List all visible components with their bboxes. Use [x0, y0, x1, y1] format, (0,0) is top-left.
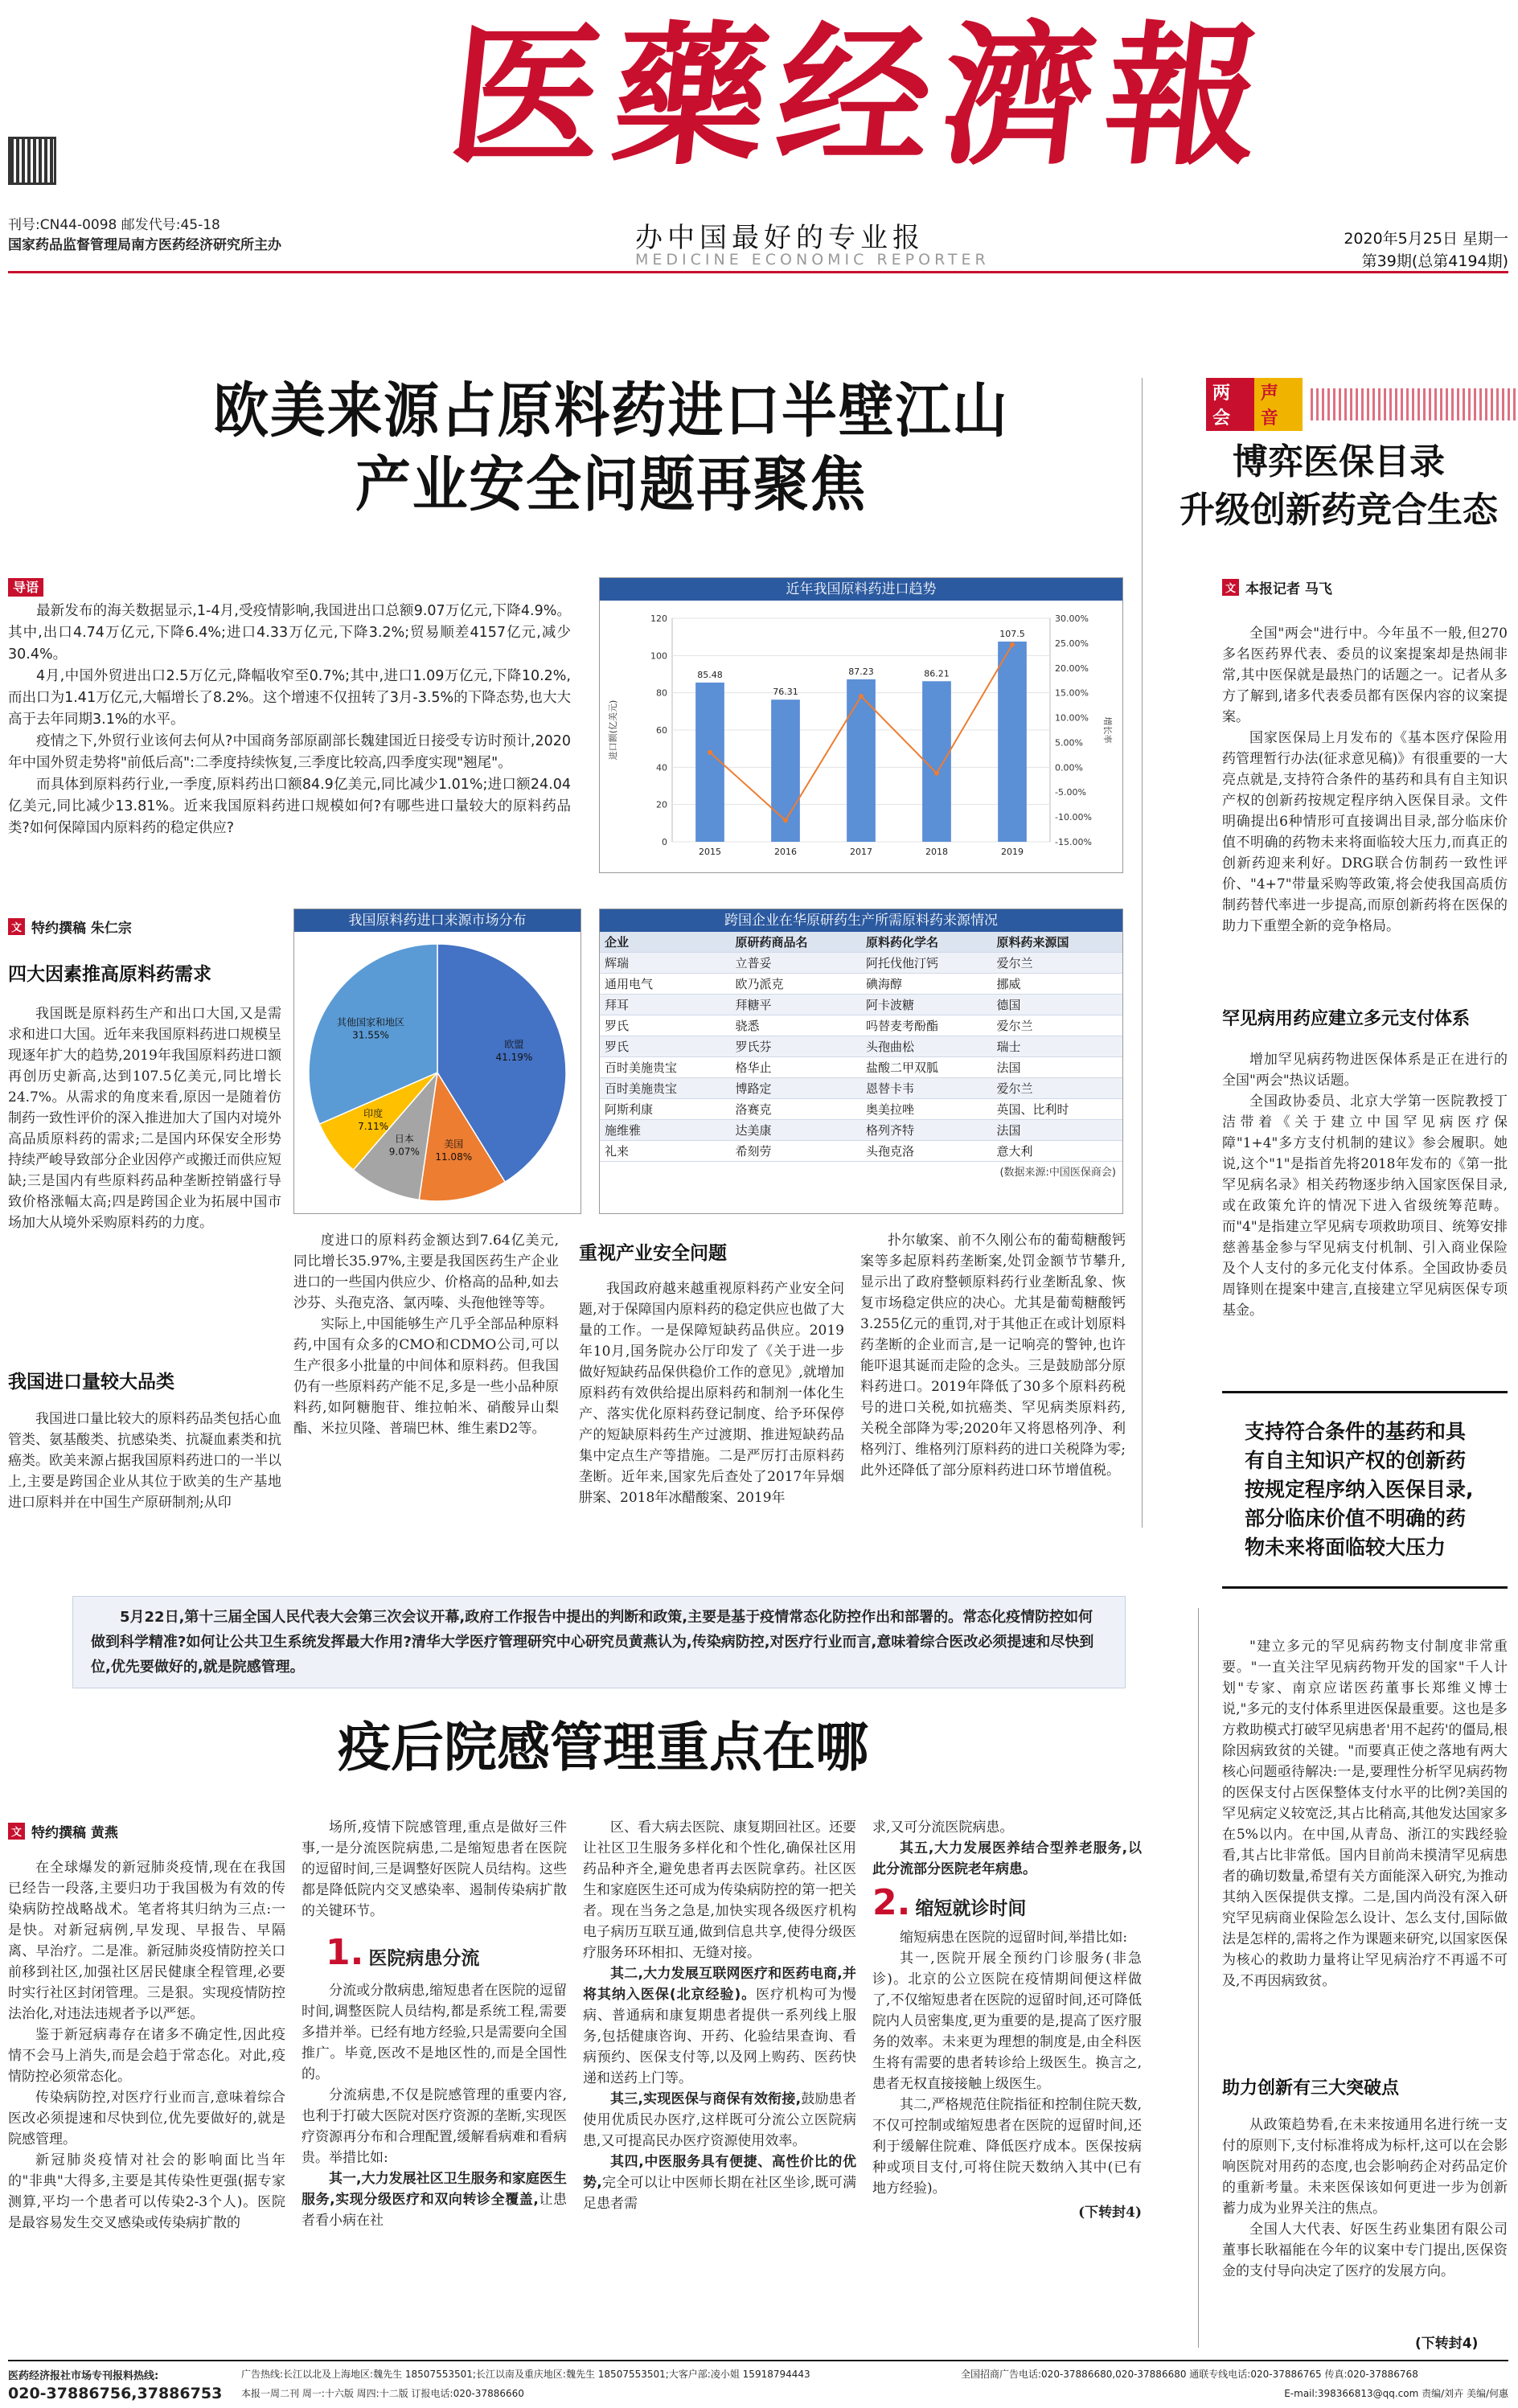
table-header-row [600, 932, 1122, 953]
body-paragraph: "建立多元的罕见病药物支付制度非常重要。"一直关注罕见病药物开发的国家"千人计划"专家、南京应诺医药董事长郑维义博士说,"多元的支付体系里进医保最重要。这也是多方救助模式打破罕见病患者'用不起药'的僵局,根除因病致贫的关键。"而要真正使之落地有两大核心问题亟待解决:一是,要理性分析罕见病药物的医保支付占医保整体支付水平的比例?美国的罕见病定义较宽泛,其占比稍高,其他发达国家多在5%以内。在中国,从青岛、浙江的实践经验看,其占比非常低。国内目前尚未摸清罕见病患者的确切数量,希望有关方面能深入研究,为推动其纳入医保提供支撑。二是,国内尚没有深入研究罕见病商业保险怎么设计、怎么支付,国际做法是怎样的,需将之作为课题来研究,以国家医保为核心的救助力量将让罕见病治疗不再遥不可及,不再因病致贫。 [1222, 1639, 1508, 1989]
bottom-s1-num: 1. [326, 1932, 364, 1973]
y2-tick-label: -5.00% [1055, 787, 1086, 798]
lead-headline [48, 374, 1174, 522]
serial-number: 刊号:CN44-0098 邮发代号:45-18 [8, 217, 220, 233]
pull-quote-text: 支持符合条件的基药和具有自主知识产权的创新药按规定程序纳入医保目录,部分临床价值不明确的药物未来将面临较大压力 [1245, 1420, 1474, 1559]
side-body4 [1222, 2115, 1508, 2282]
intro-paragraphs [8, 601, 571, 839]
lead-intro [8, 577, 571, 839]
side-sec2-title: 助力创新有三大突破点 [1222, 2078, 1400, 2098]
table-cell: 企业 [600, 932, 731, 953]
table-cell: 格华止 [731, 1057, 862, 1078]
y2-tick-label: 10.00% [1055, 712, 1089, 724]
bottom-headline: 疫后院感管理重点在哪 [338, 1717, 868, 1778]
body-paragraph: 分流病患,不仅是院感管理的重要内容,也利于打破大医院对医疗资源的垄断,实现医疗资源再分布和合理配置,缓解看病难和看病贵。举措比如: [302, 2087, 567, 2166]
table-cell: 原研药商品名 [731, 932, 862, 953]
lead-sec1-title: 四大因素推高原料药需求 [8, 964, 211, 985]
body-paragraph: 实际上,中国能够生产几乎全部品种原料药,中国有众多的CMO和CDMO公司,可以生产很多小批量的中间体和原料药。但我国仍有一些原料药产能不足,多是一些小品种原料药,如阿糖胞苷、维拉帕米、硝酸异山梨酯、米拉贝隆、普瑞巴林、维生素D2等。 [293, 1316, 559, 1437]
bottom-col3-para3: 其三,实现医保与商保有效衔接,鼓励患者使用优质民办医疗,这样既可分流公立医院病患,又可提高民办医疗资源使用效率。 [583, 2091, 856, 2149]
x-tick-label: 2016 [774, 847, 797, 857]
table-cell: 罗氏 [600, 1036, 731, 1057]
table-cell: 阿托伐他汀钙 [861, 953, 992, 974]
body-paragraph: 传染病防控,对医疗行业而言,意味着综合医改必须提速和尽快到位,优先要做好的,就是院感管理。 [8, 2090, 285, 2148]
bottom-col3-para2: 其二,大力发展互联网医疗和医药电商,并将其纳入医保(北京经验)。医疗机构可为慢病、普通病和康复期患者提供一系列线上服务,包括健康咨询、开药、化验结果查询、看病预约、医保支付等,以及网上购药、医药快递和送药上门等。 [583, 1966, 856, 2086]
y-tick-label: 80 [656, 687, 667, 699]
bar-value-label: 86.21 [924, 668, 950, 679]
body-paragraph: 其一,医院开展全预约门诊服务(非急诊)。北京的公立医院在疫情期间便这样做了,不仅缩短患者在医院的逗留时间,还可降低院内人员密集度,更为重要的是,提高了医疗服务的效率。未来更为理想的制度是,由全科医生将有需要的患者转诊给上级医生。换言之,患者无权直接接触上级医生。 [872, 1951, 1142, 2092]
side-body3 [1222, 1636, 1508, 1992]
body-paragraph: 全国政协委员、北京大学第一医院教授丁洁带着《关于建立中国罕见病医疗保障"1+4"多方支付机制的建议》参会履职。她说,这个"1"是指首先将2018年发布的《第一批罕见病名录》相关药物逐步纳入国家医保目录,或在政策允许的情况下进入省级统筹范畴。而"4"是指建立罕见病专项救助项目、统筹安排慈善基金参与罕见病支付机制、引入商业保险及个人支付的多元化支付体系。全国政协委员周锋则在提案中建言,直接建立罕见病医保专项基金。 [1222, 1093, 1508, 1319]
bar [922, 681, 951, 842]
trend-chart-plot [600, 601, 1122, 872]
bottom-col2-bold-para: 其一,大力发展社区卫生服务和家庭医生服务,实现分级医疗和双向转诊全覆盖,让患者看小病在社 [302, 2171, 567, 2229]
bottom-s2-title: 缩短就诊时间 [915, 1898, 1027, 1919]
side-body1 [1222, 623, 1508, 937]
y2-axis-label: 增长率 [1102, 716, 1113, 744]
table-cell: 罗氏芬 [731, 1036, 862, 1057]
table-cell: 瑞士 [992, 1036, 1123, 1057]
x-tick-label: 2019 [1001, 847, 1024, 857]
lead-headline-line2: 产业安全问题再聚焦 [355, 450, 868, 519]
bottom-byline [8, 1821, 118, 1841]
pie-slice-value: 9.07% [388, 1146, 420, 1158]
table-row [600, 1099, 1122, 1120]
y-tick-label: 20 [656, 799, 667, 810]
side-byline [1222, 577, 1332, 597]
growth-rate-point [783, 818, 788, 822]
side-tag-2: 声音 [1254, 378, 1303, 431]
body-paragraph: 我国进口量比较大的原料药品类包括心血管类、氨基酸类、抗感染类、抗凝血素类和抗癌类。欧美来源占据我国原料药进口的一半以上,主要是跨国企业从其位于欧美的生产基地进口原料并在中国生产原研制剂;从印 [8, 1411, 281, 1511]
footer-schedule: 本报一周二刊 周一:十六版 周四:十二版 订报电话:020-37886660 [241, 2388, 524, 2399]
sources-table-source: (数据来源:中国医保商会) [999, 1167, 1116, 1179]
table-row [600, 1015, 1122, 1036]
table-cell: 碘海醇 [861, 974, 992, 995]
body-paragraph: 从政策趋势看,在未来按通用名进行统一支付的原则下,支付标准将成为标杆,这可以在会影响医院对用药的态度,也会影响药企对药品定价的重新考量。未来医保该如何更进一步为创新蓄力成为业界关注的焦点。 [1222, 2117, 1508, 2217]
growth-rate-point [1010, 642, 1015, 647]
issue-date: 2020年5月25日 星期一 [1344, 230, 1508, 248]
table-cell: 达美康 [731, 1120, 862, 1141]
sources-table [599, 909, 1123, 1214]
intro-paragraph: 而具体到原料药行业,一季度,原料药出口额84.9亿美元,同比减少1.01%;进口额24.04亿美元,同比减少13.81%。近来我国原料药进口规模如何?有哪些进口量较大的原料药品类?如何保障国内原料药的稳定供应? [8, 777, 571, 836]
table-cell: 百时美施贵宝 [600, 1078, 731, 1099]
masthead [0, 0, 1518, 354]
intro-paragraph: 4月,中国外贸进出口2.5万亿元,降幅收窄至0.7%;其中,进口1.09万亿元,下降10.2%,而出口为1.41万亿元,大幅增长了8.2%。这个增速不仅扭转了3月-3.5%的下降态势,也大大高于去年同期3.1%的水平。 [8, 668, 571, 728]
footer-contacts: 全国招商广告电话:020-37886680,020-37886680 通联专线电话:020-37886765 传真:020-37886768 [961, 2369, 1418, 2380]
table-cell: 博路定 [731, 1078, 862, 1099]
y-tick-label: 0 [662, 837, 667, 847]
bottom-s1-title: 医院病患分流 [368, 1948, 480, 1969]
y2-tick-label: -10.00% [1055, 812, 1092, 823]
body-paragraph: 全国人大代表、好医生药业集团有限公司董事长耿福能在今年的议案中专门提出,医保资金的支付导向决定了医疗的发展方向。 [1222, 2221, 1508, 2279]
lead-sec1-body [8, 1003, 281, 1233]
table-cell: 立普妥 [731, 953, 862, 974]
separator [1198, 1608, 1199, 2348]
pie-slice-value: 11.08% [435, 1151, 473, 1163]
masthead-slogan: 办中国最好的专业报 [635, 222, 925, 254]
table-cell: 阿卡波糖 [861, 995, 992, 1015]
body-paragraph: 增加罕见病药物进医保体系是正在进行的全国"两会"热议话题。 [1222, 1052, 1508, 1089]
table-cell: 拜糖平 [731, 995, 862, 1015]
table-cell: 爱尔兰 [992, 1015, 1123, 1036]
table-cell: 恩替卡韦 [861, 1078, 992, 1099]
x-tick-label: 2015 [699, 847, 721, 857]
y2-tick-label: 30.00% [1055, 613, 1089, 624]
qr-code-icon [8, 137, 56, 185]
side-byline-text: 本报记者 马飞 [1245, 581, 1332, 597]
trend-chart-title: 近年我国原料药进口趋势 [600, 578, 1122, 601]
side-continued: (下转封4) [1415, 2336, 1479, 2352]
footer [8, 2365, 1508, 2406]
banner-text: 5月22日,第十三届全国人民代表大会第三次会议开幕,政府工作报告中提出的判断和政策,主要是基于疫情常态化防控作出和部署的。常态化疫情防控如何做到科学精准?如何让公共卫生系统发挥最大作用?清华大学医疗管理研究中心研究员黄燕认为,传染病防控,对医疗行业而言,意味着综合医改必须提速和尽快到位,优先要做好的,就是院感管理。 [91, 1609, 1094, 1676]
x-tick-label: 2017 [850, 847, 872, 857]
masthead-rule [8, 271, 1508, 273]
y2-tick-label: -15.00% [1055, 837, 1092, 847]
table-cell: 盐酸二甲双胍 [861, 1057, 992, 1078]
lead-sec3-title: 重视产业安全问题 [579, 1243, 727, 1264]
bar [998, 642, 1027, 842]
pie-chart-plot [294, 932, 581, 1213]
table-row [600, 1141, 1122, 1162]
bottom-col2 [302, 1817, 567, 2231]
y2-tick-label: 25.00% [1055, 638, 1089, 649]
lead-col2-body [293, 1230, 559, 1439]
y2-tick-label: 15.00% [1055, 687, 1089, 699]
body-paragraph: 度进口的原料药金额达到7.64亿美元,同比增长35.97%,主要是我国医药生产企业进口的一些国内供应少、价格高的品种,如去沙芬、头孢克洛、氯丙嗪、头孢他锉等等。 [293, 1233, 559, 1311]
body-paragraph: 区、看大病去医院、康复期回社区。还要让社区卫生服务多样化和个性化,确保社区用药品种齐全,避免患者再去医院拿药。社区医生和家庭医生还可成为传染病防控的第一把关者。现在当务之急是,加快实现各级医疗机构电子病历互联互通,做到信息共享,使得分级医疗服务环环相扣、无缝对接。 [583, 1819, 856, 1961]
table-cell: 欧乃派克 [731, 974, 862, 995]
table-row [600, 1078, 1122, 1099]
table-cell: 罗氏 [600, 1015, 731, 1036]
bar-value-label: 85.48 [697, 669, 723, 680]
bottom-s2-num: 2. [872, 1882, 911, 1923]
table-row [600, 1036, 1122, 1057]
side-tag [1206, 378, 1518, 431]
table-cell: 英国、比利时 [992, 1099, 1123, 1120]
trend-chart [599, 577, 1123, 873]
footer-hotline: 020-37886756,37886753 [8, 2385, 223, 2402]
side-headline [1166, 438, 1512, 535]
table-cell: 礼来 [600, 1141, 731, 1162]
table-cell: 爱尔兰 [992, 1078, 1123, 1099]
masthead-slogan-en: MEDICINE ECONOMIC REPORTER [635, 251, 990, 269]
banner [72, 1596, 1126, 1688]
table-cell: 希刻劳 [731, 1141, 862, 1162]
table-cell: 骁悉 [731, 1015, 862, 1036]
body-paragraph: 缩短病患在医院的逗留时间,举措比如: [900, 1930, 1128, 1946]
y-tick-label: 60 [656, 725, 667, 736]
table-row [600, 974, 1122, 995]
footer-rule [8, 2360, 1508, 2361]
table-row [600, 953, 1122, 974]
table-cell: 爱尔兰 [992, 953, 1123, 974]
intro-paragraph: 疫情之下,外贸行业该何去何从?中国商务部原副部长魏建国近日接受专访时预计,2020年中国外贸走势将"前低后高":二季度持续恢复,三季度比较高,四季度实现"翘尾"。 [8, 733, 571, 771]
bar-value-label: 76.31 [773, 687, 798, 698]
table-cell: 拜耳 [600, 995, 731, 1015]
lead-byline-text: 特约撰稿 朱仁宗 [31, 921, 132, 937]
pie-chart-title: 我国原料药进口来源市场分布 [294, 909, 581, 932]
bottom-col4-lead: 求,又可分流医院病患。 [872, 1819, 1014, 1836]
table-cell: 头孢克洛 [861, 1141, 992, 1162]
body-paragraph: 鉴于新冠病毒存在诸多不确定性,因此疫情不会马上消失,而是会趋于常态化。对此,疫情防控必须常态化。 [8, 2027, 285, 2085]
body-paragraph: 其二,严格规范住院指征和控制住院天数,不仅可控制或缩短患者在医院的逗留时间,还利于缓解住院难、降低医疗成本。医保按病种或项目支付,可将住院天数纳入其中(已有地方经验)。 [872, 2097, 1142, 2197]
growth-rate-point [859, 694, 864, 699]
y-tick-label: 100 [650, 650, 667, 662]
y-axis-label: 进口额(亿美元) [608, 699, 618, 761]
body-paragraph: 场所,疫情下院感管理,重点是做好三件事,一是分流医院病患,二是缩短患者在医院的逗留时间,三是调整好医院人员结构。这些都是降低院内交叉感染率、遏制传染病扩散的关键环节。 [302, 1819, 567, 1919]
side-sec1-title: 罕见病用药应建立多元支付体系 [1222, 1009, 1471, 1029]
y2-tick-label: 20.00% [1055, 663, 1089, 674]
table-row [600, 1120, 1122, 1141]
table-cell: 百时美施贵宝 [600, 1057, 731, 1078]
pie-slice-value: 31.55% [352, 1029, 389, 1041]
bar-value-label: 107.5 [999, 628, 1025, 639]
body-paragraph: 分流或分散病患,缩短患者在医院的逗留时间,调整医院人员结构,都是系统工程,需要多措并举。已经有地方经验,只是需要向全国推广。毕竟,医改不是地区性的,而是全国性的。 [302, 1983, 567, 2082]
bottom-col4 [872, 1817, 1142, 2223]
issue-number: 第39期(总第4194期) [1361, 252, 1508, 270]
lead-headline-line1: 欧美来源占原料药进口半壁江山 [213, 376, 1009, 445]
table-cell: 洛赛克 [731, 1099, 862, 1120]
sponsor: 国家药品监督管理局南方医药经济研究所主办 [8, 237, 281, 253]
growth-rate-point [934, 771, 939, 776]
table-cell: 辉瑞 [600, 953, 731, 974]
lead-sec2-title: 我国进口量较大品类 [8, 1372, 174, 1393]
footer-hotline-label: 医药经济报社市场专刊报料热线: [8, 2370, 159, 2382]
y-tick-label: 40 [656, 762, 667, 773]
intro-paragraph: 最新发布的海关数据显示,1-4月,受疫情影响,我国进出口总额9.07万亿元,下降4.9%。其中,出口4.74万亿元,下降6.4%;进口4.33万亿元,下降3.2%;贸易顺差4157亿元,减少30.4%。 [8, 603, 571, 663]
lead-col4-body [860, 1230, 1126, 1481]
table-cell: 法国 [992, 1057, 1123, 1078]
lead-col3-body [579, 1278, 844, 1508]
side-body2 [1222, 1049, 1508, 1321]
body-paragraph: 全国"两会"进行中。今年虽不一般,但270多名医药界代表、委员的议案提案却是热闹非常,其中医保就是最热门的话题之一。记者从多方了解到,诸多代表委员都有医保内容的议案提案。 [1222, 626, 1508, 725]
bottom-continued: (下转封4) [1078, 2205, 1142, 2221]
pie-slice-label: 印度 [363, 1107, 384, 1119]
table-cell: 原料药化学名 [861, 932, 992, 953]
body-paragraph: 新冠肺炎疫情对社会的影响面比当年的"非典"大得多,主要是其传染性更强(据专家测算,平均一个患者可以传染2-3个人)。医院是最容易发生交叉感染或传染病扩散的 [8, 2152, 285, 2231]
side-headline-2: 升级创新药竞合生态 [1180, 490, 1498, 531]
table-cell: 原料药来源国 [992, 932, 1123, 953]
table-cell: 阿斯利康 [600, 1099, 731, 1120]
y2-tick-label: 5.00% [1055, 737, 1083, 749]
bottom-col1 [8, 1857, 285, 2234]
masthead-logo: 医藥经濟報 [441, 6, 1280, 186]
table-cell: 吗替麦考酚酯 [861, 1015, 992, 1036]
table-row [600, 1057, 1122, 1078]
side-tag-1: 两会 [1206, 378, 1254, 431]
table-cell: 格列齐特 [861, 1120, 992, 1141]
table-cell: 挪威 [992, 974, 1123, 995]
table-cell: 意大利 [992, 1141, 1123, 1162]
table-cell: 法国 [992, 1120, 1123, 1141]
pie-slice-label: 其他国家和地区 [336, 1016, 405, 1028]
body-paragraph: 在全球爆发的新冠肺炎疫情,现在在我国已经告一段落,主要归功于我国极为有效的传染病防控战略战术。笔者将其归纳为三点:一是快。对新冠病例,早发现、早报告、早隔离、早治疗。二是准。新冠肺炎疫情防控关口前移到社区,加强社区居民健康全程管理,必要时实行社区封闭管理。三是狠。实现疫情防控法治化,对违法违规者予以严惩。 [8, 1860, 285, 2022]
sources-table-title: 跨国企业在华原研药生产所需原料药来源情况 [600, 909, 1122, 932]
lead-byline [8, 917, 132, 937]
table-cell: 头孢曲松 [861, 1036, 992, 1057]
bottom-col3-para4: 其四,中医服务具有便捷、高性价比的优势,完全可以让中医师长期在社区坐诊,既可满足患者需 [583, 2154, 856, 2212]
table-cell: 德国 [992, 995, 1123, 1015]
pie-slice-value: 7.11% [358, 1120, 389, 1132]
pie-slice-label: 日本 [394, 1133, 414, 1145]
body-paragraph: 国家医保局上月发布的《基本医疗保险用药管理暂行办法(征求意见稿)》有很重要的一大亮点就是,支持符合条件的基药和具有自主知识产权的创新药按规定程序纳入医保目录。文件明确提出6种情形可直接调出目录,部分临床价值不明确的药物未来将面临较大压力,而真正的创新药迎来利好。DRG联合仿制药一致性评价、"4+7"带量采购等政策,将会使我国高质仿制药替代率进一步提高,而原创新药将在医保的助力下重塑全新的竞争格局。 [1222, 730, 1508, 934]
growth-rate-point [708, 750, 712, 755]
bottom-byline-text: 特约撰稿 黄燕 [31, 1825, 118, 1841]
pie-slice-label: 欧盟 [504, 1038, 524, 1050]
footer-email: E-mail:398366813@qq.com 责编/刘卉 美编/何惠 [1284, 2388, 1508, 2399]
table-row [600, 995, 1122, 1015]
sources-table-body [600, 932, 1122, 1162]
byline-tag: 文 [8, 1823, 25, 1840]
y2-tick-label: 0.00% [1055, 762, 1083, 773]
y-tick-label: 120 [650, 613, 667, 624]
side-headline-1: 博弈医保目录 [1233, 441, 1445, 482]
table-cell: 奥美拉唑 [861, 1099, 992, 1120]
body-paragraph: 我国既是原料药生产和出口大国,又是需求和进口大国。近年来我国原料药进口规模呈现逐年扩大的趋势,2019年我国原料药进口额再创历史新高,达到107.5亿美元,同比增长24.7%。从需求的角度来看,原因一是随着仿制药一致性评价的深入推进加大了国内对境外高品质原料药的需求;二是国内环保安全形势持续严峻导致部分企业因停产或搬迁而供应短缺;三是国内有些原料药品种垄断控销盛行导致价格涨幅太高;四是跨国企业为拓展中国市场加大从境外采购原料药的力度。 [8, 1006, 281, 1231]
intro-label: 导语 [8, 578, 43, 597]
body-paragraph: 我国政府越来越重视原料药产业安全问题,对于保障国内原料药的稳定供应也做了大量的工作。一是保障短缺药品供应。2019年10月,国务院办公厅印发了《关于进一步做好短缺药品保供稳价工作的意见》,就增加原料药有效供给提出原料药和制剂一体化生产、落实优化原料药登记制度、给予环保停产的短缺原料药生产过渡期、推进短缺药品集中定点生产等措施。二是严厉打击原料药垄断。近年来,国家先后查处了2017年异烟肼案、2018年冰醋酸案、2019年 [579, 1281, 844, 1506]
x-tick-label: 2018 [925, 847, 948, 857]
pie-slice-value: 41.19% [495, 1051, 533, 1063]
body-paragraph: 扑尔敏案、前不久刚公布的葡萄糖酸钙案等多起原料药垄断案,处罚金额节节攀升,显示出了政府整顿原料药行业垄断乱象、恢复市场稳定供应的决心。尤其是葡萄糖酸钙3.255亿元的重罚,对于其他正在或计划原料药垄断的企业而言,是一记响亮的警钟,也许能吓退其诞而走险的念头。三是鼓励部分原料药进口。2019年降低了30多个原料药税号的进口关税,如抗癌类、罕见病类原料药,关税全部降为零;2020年又将恩格列净、利格列汀、维格列汀原料药的进口关税降为零;此外还降低了部分原料药进口环节增值税。 [860, 1233, 1126, 1479]
pull-quote [1222, 1391, 1508, 1589]
table-cell: 施维雅 [600, 1120, 731, 1141]
separator [1142, 378, 1143, 1528]
byline-tag: 文 [1222, 579, 1239, 596]
pie-chart [293, 909, 581, 1214]
pie-slice-label: 美国 [444, 1138, 464, 1151]
lead-sec2-body [8, 1409, 281, 1513]
bar [847, 679, 876, 842]
bar-value-label: 87.23 [848, 666, 874, 677]
footer-ads: 广告热线:长江以北及上海地区:魏先生 18507553501;长江以南及重庆地区:魏先生 18507553501;大客户部:凌小姐 15918794443 [241, 2369, 810, 2380]
table-cell: 通用电气 [600, 974, 731, 995]
byline-tag: 文 [8, 918, 25, 935]
soundwave-icon [1311, 388, 1518, 420]
bottom-col3 [583, 1817, 856, 2214]
bottom-col4-para5: 其五,大力发展医养结合型养老服务,以此分流部分医院老年病患。 [872, 1840, 1142, 1877]
